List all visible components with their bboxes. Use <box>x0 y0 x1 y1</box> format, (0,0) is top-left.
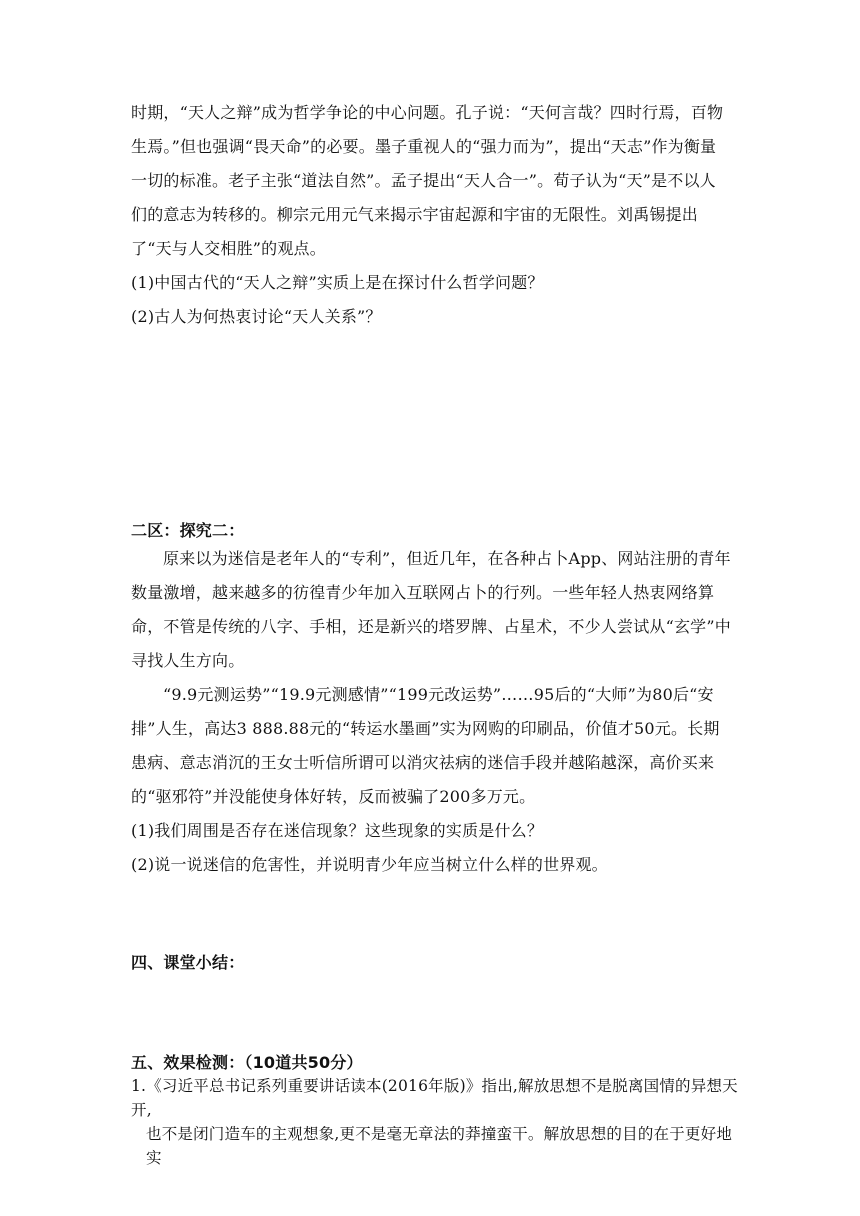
section-5 <box>131 1052 741 1170</box>
question-2: (2)古人为何热衷讨论“天人关系”？ <box>131 307 382 326</box>
item-line-1: 1.《习近平总书记系列重要讲话读本(2016年版)》指出,解放思想不是脱离国情的异想天开, <box>131 1077 738 1119</box>
passage-text: 时期，“天人之辩”成为哲学争论的中心问题。孔子说：“天何言哉？四时行焉，百物生焉。”但也强调“畏天命”的必要。墨子重视人的“强力而为”，提出“天志”作为衡量一切的标准。老子主张“道法自然”。孟子提出“天人合一”。荀子认为“天”是不以人们的意志为转移的。柳宗元用元气来揭示宇宙起源和宇宙的无限性。刘禹锡提出了“天与人交相胜”的观点。 <box>131 103 724 258</box>
section-heading: 四、课堂小结： <box>131 953 245 972</box>
item-line-2: 也不是闭门造车的主观想象,更不是毫无章法的莽撞蛮干。解放思想的目的在于更好地实 <box>146 1125 733 1167</box>
test-item-1 <box>131 1074 741 1170</box>
section-1 <box>131 96 731 334</box>
section-heading: 五、效果检测：（10道共50分） <box>131 1053 363 1072</box>
passage-paragraph-1: 原来以为迷信是老年人的“专利”，但近几年，在各种占卜App、网站注册的青年数量激增，越来越多的彷徨青少年加入互联网占卜的行列。一些年轻人热衷网络算命，不管是传统的八字、手相，还是新兴的塔罗牌、占星术，不少人尝试从“玄学”中寻找人生方向。 <box>131 549 731 670</box>
section-4 <box>131 952 731 974</box>
section-2 <box>131 520 731 882</box>
question-1: (1)我们周围是否存在迷信现象？这些现象的实质是什么？ <box>131 821 544 840</box>
section-heading: 二区：探究二： <box>131 521 245 540</box>
passage-paragraph-2: “9.9元测运势”“19.9元测感情”“199元改运势”……95后的“大师”为80后“安排”人生，高达3 888.88元的“转运水墨画”实为网购的印刷品，价值才50元。长期患病、意志消沉的王女士听信所谓可以消灾祛病的迷信手段并越陷越深，高价买来的“驱邪符”并没能使身体好转，反而被骗了200多万元。 <box>131 685 720 806</box>
question-1: (1)中国古代的“天人之辩”实质上是在探讨什么哲学问题？ <box>131 273 544 292</box>
question-2: (2)说一说迷信的危害性，并说明青少年应当树立什么样的世界观。 <box>131 855 608 874</box>
